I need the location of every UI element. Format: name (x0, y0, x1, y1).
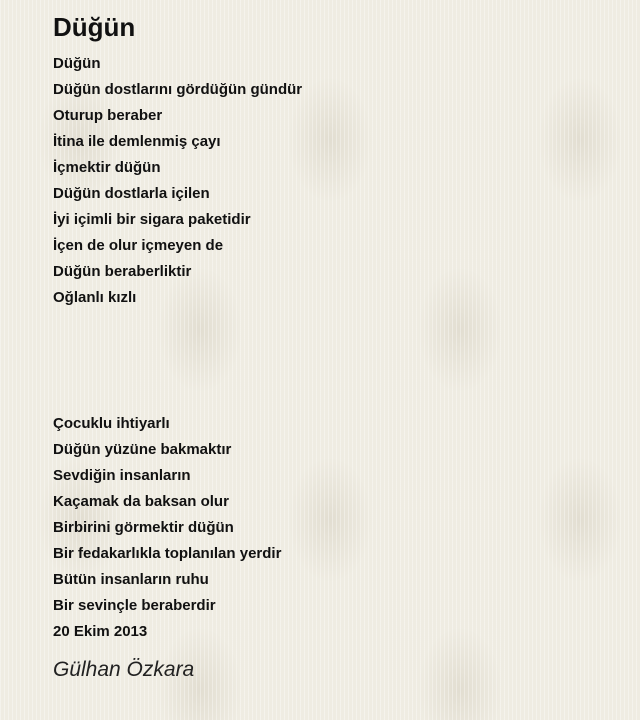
stanza-1 (53, 51, 613, 311)
poem-title: Düğün (53, 12, 136, 42)
poem-line: Düğün dostlarla içilen (53, 185, 210, 202)
poem-line: Bütün insanların ruhu (53, 571, 209, 588)
poem-line: Kaçamak da baksan olur (53, 493, 229, 510)
stanza-gap (53, 311, 613, 411)
poem-line: Çocuklu ihtiyarlı (53, 415, 170, 432)
poem-line: Sevdiğin insanların (53, 467, 191, 484)
stanza-2 (53, 411, 613, 645)
poem-line: Düğün dostlarını gördüğün gündür (53, 81, 303, 98)
poem-line: Oğlanlı kızlı (53, 289, 137, 306)
poem-line: Düğün beraberliktir (53, 263, 192, 280)
poem-container (53, 12, 613, 683)
poem-line: Bir fedakarlıkla toplanılan yerdir (53, 545, 282, 562)
poem-line: Düğün (53, 55, 101, 72)
poem-date: 20 Ekim 2013 (53, 623, 148, 640)
poem-author[interactable]: Gülhan Özkara (53, 658, 195, 681)
poem-line: İyi içimli bir sigara paketidir (53, 211, 251, 228)
poem-line: İçen de olur içmeyen de (53, 237, 224, 254)
poem-line: Bir sevinçle beraberdir (53, 597, 216, 614)
poem-line: Birbirini görmektir düğün (53, 519, 234, 536)
poem-line: Oturup beraber (53, 107, 163, 124)
poem-line: İtina ile demlenmiş çayı (53, 133, 221, 150)
poem-line: Düğün yüzüne bakmaktır (53, 441, 232, 458)
poem-line: İçmektir düğün (53, 159, 161, 176)
